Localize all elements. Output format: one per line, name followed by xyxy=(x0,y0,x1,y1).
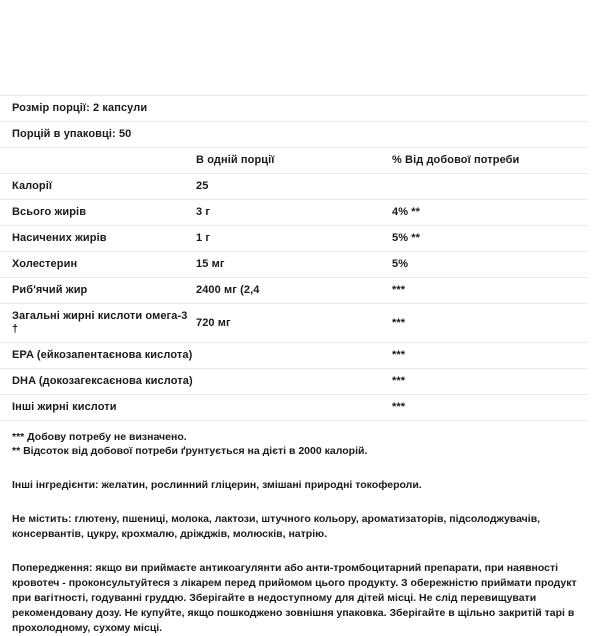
footnote-daily-value-not-established: *** Добову потребу не визначено. xyxy=(12,431,187,443)
footnotes xyxy=(12,430,600,458)
table-row xyxy=(0,174,588,200)
nutrient-amount: 25 xyxy=(196,180,209,192)
supplement-facts-table xyxy=(0,95,588,421)
table-row xyxy=(0,304,588,343)
footnote-2000-calorie-diet: ** Відсоток від добової потреби ґрунтується на дієті в 2000 калорій. xyxy=(12,445,368,457)
nutrient-name: Калорії xyxy=(12,180,53,192)
nutrient-amount: 2400 мг (2,4 xyxy=(196,284,260,296)
nutrient-name: Холестерин xyxy=(12,258,78,270)
nutrient-daily-value: *** xyxy=(392,375,406,387)
nutrient-amount: 1 г xyxy=(196,232,211,244)
top-spacer xyxy=(0,0,600,95)
column-header-name xyxy=(0,148,196,174)
table-row xyxy=(0,252,588,278)
nutrient-name: Загальні жирні кислоти омега-3 † xyxy=(12,310,188,335)
serving-size-text: Розмір порції: 2 капсули xyxy=(12,102,148,114)
nutrient-daily-value: 5% xyxy=(392,258,409,270)
table-row xyxy=(0,343,588,369)
nutrient-amount xyxy=(196,395,392,421)
nutrient-daily-value: 4% ** xyxy=(392,206,421,218)
nutrient-name: EPA (ейкозапентаєнова кислота) xyxy=(12,349,193,361)
free-of-paragraph: Не містить: глютену, пшениці, молока, лактози, штучного кольору, ароматизаторів, підсолоджувачів, консервантів, цукру, крохмалю, дріжджів, молюсків, натрію. xyxy=(12,513,541,540)
nutrient-name: Риб'ячий жир xyxy=(12,284,88,296)
nutrient-daily-value: *** xyxy=(392,349,406,361)
nutrient-daily-value: 5% ** xyxy=(392,232,421,244)
nutrient-daily-value: *** xyxy=(392,284,406,296)
nutrient-amount: 15 мг xyxy=(196,258,225,270)
nutrient-name: Інші жирні кислоти xyxy=(12,401,117,413)
column-header-daily-value: % Від добової потреби xyxy=(392,154,520,166)
other-ingredients-paragraph: Інші інгредієнти: желатин, рослинний гліцерин, змішані природні токофероли. xyxy=(12,479,422,491)
nutrient-amount xyxy=(196,343,392,369)
table-row xyxy=(0,278,588,304)
nutrient-name: Всього жирів xyxy=(12,206,87,218)
nutrient-amount xyxy=(196,369,392,395)
nutrient-daily-value: *** xyxy=(392,401,406,413)
nutrient-amount: 3 г xyxy=(196,206,211,218)
servings-per-container-row xyxy=(0,122,588,148)
nutrient-daily-value xyxy=(392,174,588,200)
servings-per-container-text: Порцій в упаковці: 50 xyxy=(12,128,132,140)
nutrient-name: DHA (докозагексаєнова кислота) xyxy=(12,375,193,387)
nutrient-daily-value: *** xyxy=(392,316,406,329)
nutrient-name: Насичених жирів xyxy=(12,232,107,244)
table-row xyxy=(0,395,588,421)
table-header-row xyxy=(0,148,588,174)
serving-size-row xyxy=(0,96,588,122)
warning-paragraph: Попередження: якщо ви приймаєте антикоагулянти або анти-тромбоцитарний препарати, при наявності кровотеч - проконсультуйтеся з лікарем перед прийомом цього продукту. З обережністю приймати продукт при вагітності, годуванні груддю. Зберігайте в недоступному для дітей місці. Не слід перевищувати рекомендовану дозу. Не купуйте, якщо пошкоджено зовнішня упаковка. Зберігайте в щільно закритій тарі в прохолодному, сухому місці. xyxy=(12,562,577,634)
table-row xyxy=(0,226,588,252)
table-row xyxy=(0,369,588,395)
column-header-amount: В одній порції xyxy=(196,154,275,166)
table-row xyxy=(0,200,588,226)
nutrient-amount: 720 мг xyxy=(196,316,231,329)
